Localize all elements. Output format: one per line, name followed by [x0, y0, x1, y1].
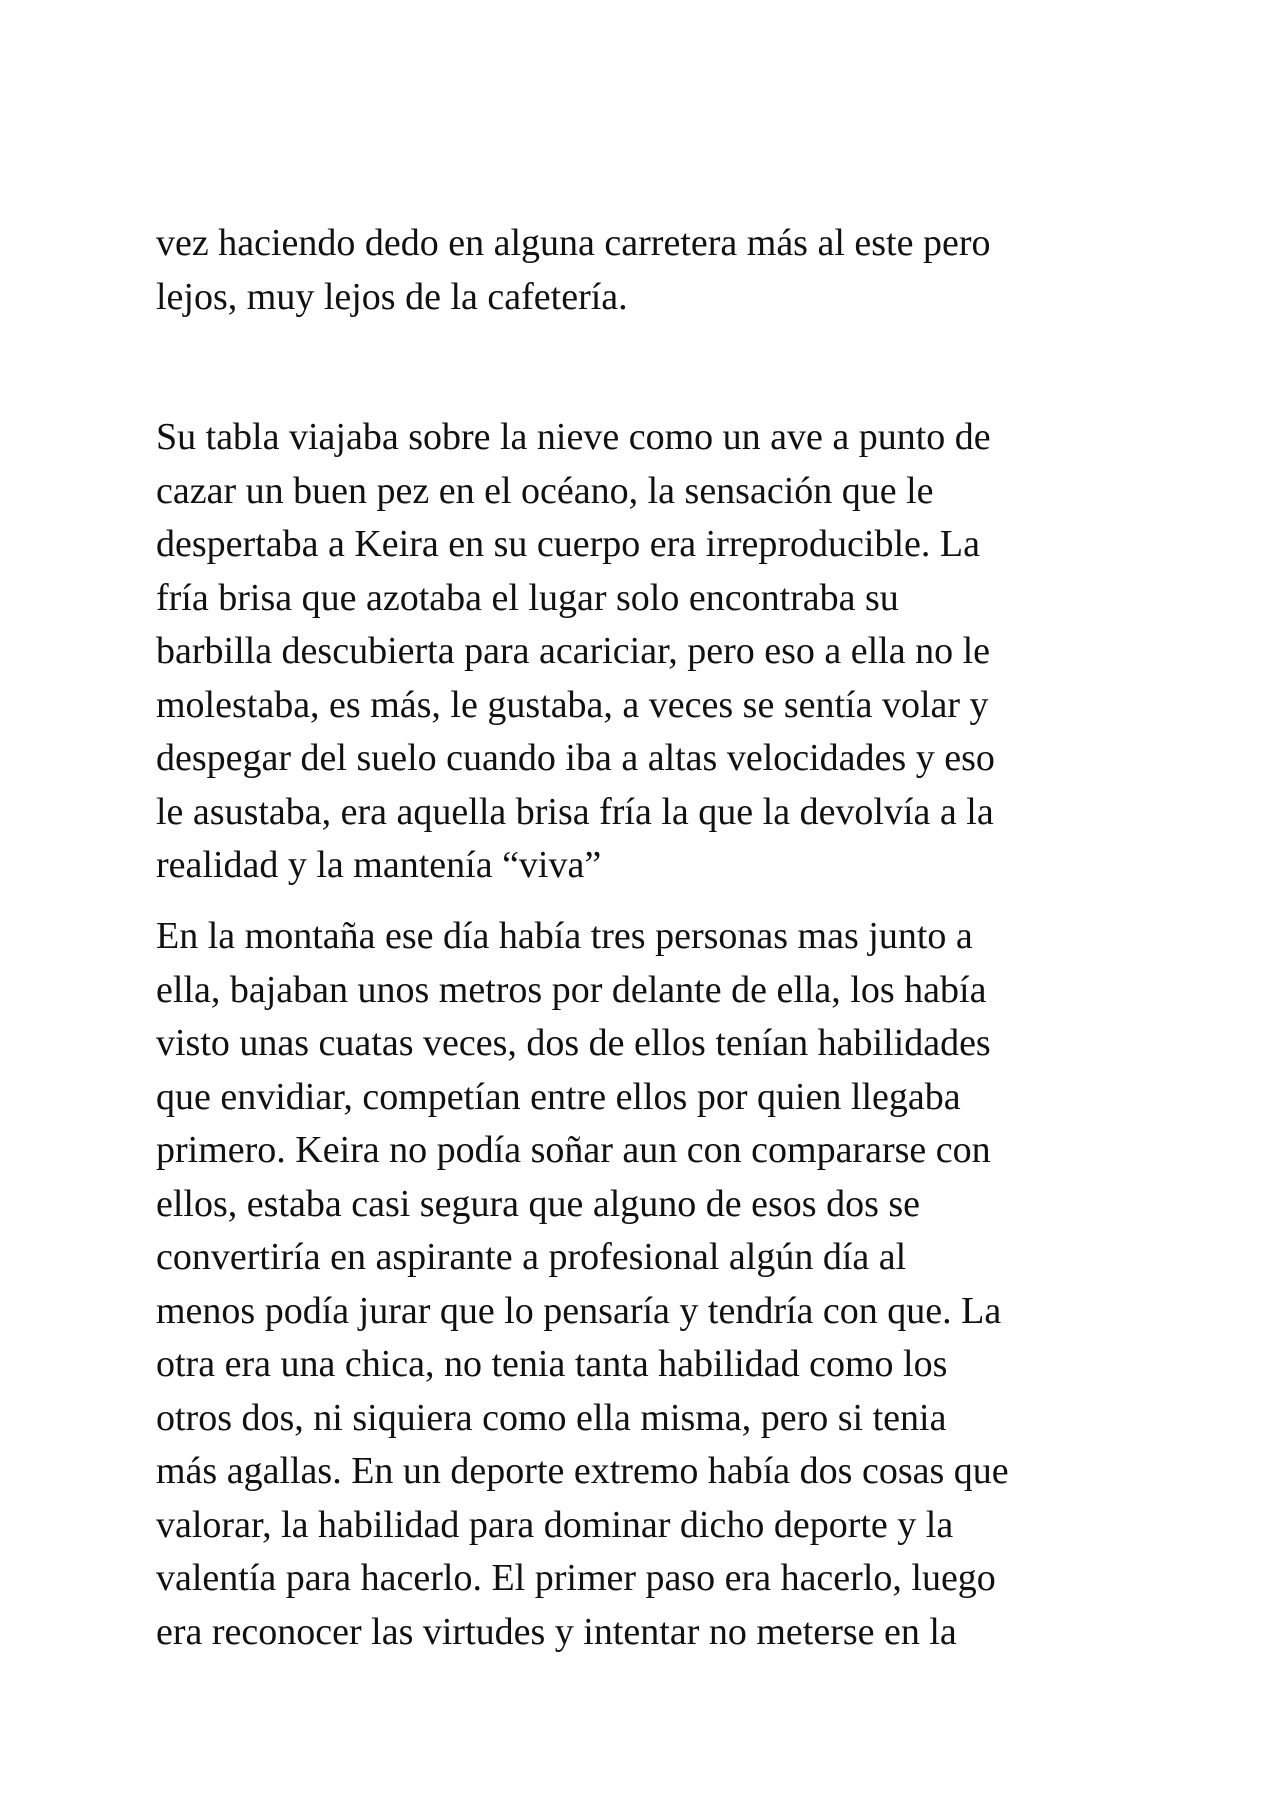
paragraph-mountain [156, 910, 1156, 1659]
text-line: valorar, la habilidad para dominar dicho deporte y la [156, 1503, 954, 1546]
text-line: barbilla descubierta para acariciar, pero eso a ella no le [156, 630, 991, 672]
text-line: otra era una chica, no tenia tanta habilidad como los [156, 1343, 948, 1385]
text-line: realidad y la mantenía “viva” [156, 844, 602, 886]
text-line: más agallas. En un deporte extremo había dos cosas que [156, 1450, 1009, 1492]
text-line: En la montaña ese día había tres personas mas junto a [156, 915, 973, 957]
text-line: valentía para hacerlo. El primer paso era hacerlo, luego [156, 1557, 996, 1599]
text-line: ellos, estaba casi segura que alguno de esos dos se [156, 1182, 921, 1225]
text-line: despertaba a Keira en su cuerpo era irreproducible. La [156, 523, 980, 565]
paragraph-snowboard [156, 411, 1156, 893]
text-line: le asustaba, era aquella brisa fría la que la devolvía a la [156, 790, 994, 833]
text-line: que envidiar, competían entre ellos por quien llegaba [156, 1075, 961, 1118]
text-line: visto unas cuatas veces, dos de ellos tenían habilidades [156, 1022, 991, 1064]
text-line: otros dos, ni siquiera como ella misma, pero si tenia [156, 1396, 947, 1439]
text-line: lejos, muy lejos de la cafetería. [156, 275, 628, 318]
text-line: ella, bajaban unos metros por delante de ella, los había [156, 968, 987, 1011]
text-line: molestaba, es más, le gustaba, a veces se sentía volar y [156, 683, 989, 726]
text-line: convertiría en aspirante a profesional algún día al [156, 1236, 907, 1278]
text-line: cazar un buen pez en el océano, la sensación que le [156, 469, 934, 512]
text-line: despegar del suelo cuando iba a altas velocidades y eso [156, 737, 995, 779]
text-line: fría brisa que azotaba el lugar solo encontraba su [156, 576, 899, 619]
text-line: Su tabla viajaba sobre la nieve como un ave a punto de [156, 416, 991, 458]
paragraph-continuation [156, 217, 1156, 324]
text-line: menos podía jurar que lo pensaría y tendría con que. La [156, 1289, 1002, 1332]
text-line: primero. Keira no podía soñar aun con compararse con [156, 1129, 991, 1171]
text-line: era reconocer las virtudes y intentar no meterse en la [156, 1610, 957, 1653]
text-line: vez haciendo dedo en alguna carretera más al este pero [156, 222, 991, 264]
